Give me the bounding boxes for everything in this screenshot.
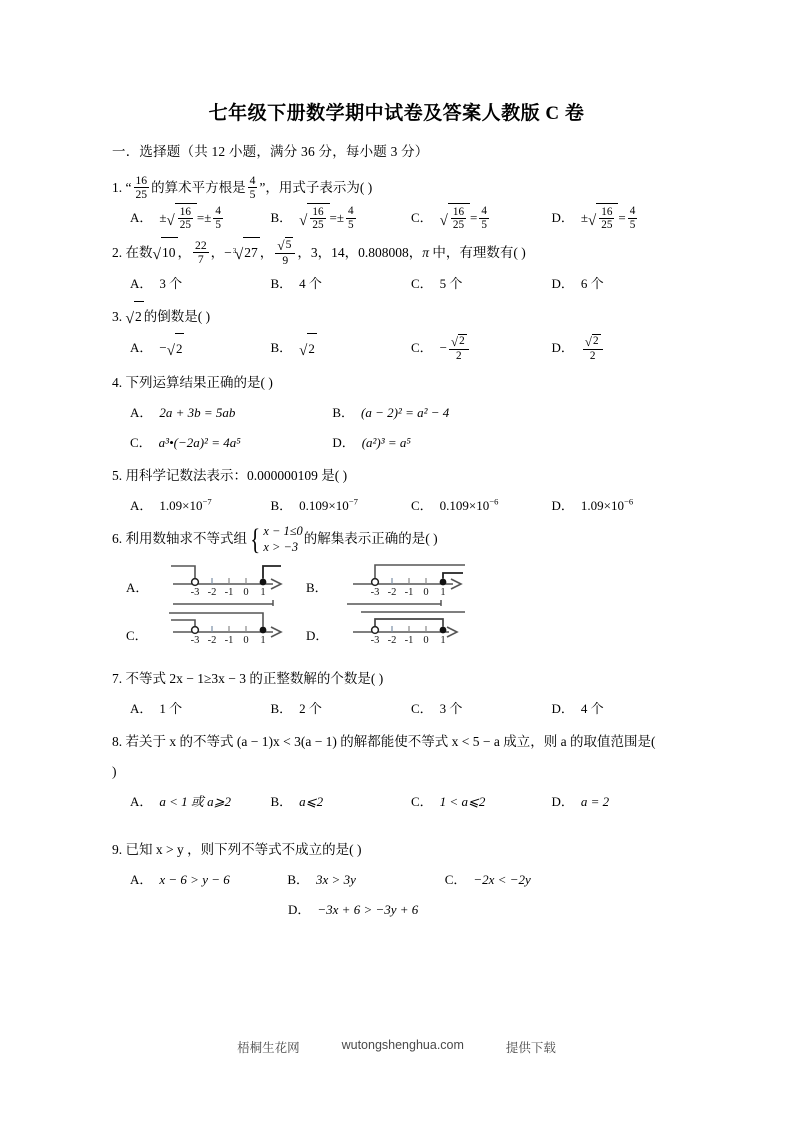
q5-option-c[interactable]: C． $0.109\times 10^{-6}$ — [411, 496, 499, 513]
question-8-stem-cont: ) — [112, 763, 117, 779]
q7-number: 7. — [112, 670, 123, 686]
q5-number: 5. — [112, 467, 123, 483]
q5-option-b[interactable]: B． $0.109\times 10^{-7}$ — [270, 496, 358, 513]
svg-text:-3: -3 — [191, 586, 200, 598]
radical-icon: √2 — [451, 335, 465, 350]
q1-option-c[interactable]: C． √ $\frac{16}{25}$ = $\frac{4}{5}$ — [411, 203, 552, 235]
q3-option-c[interactable]: C． − $\frac{√2}{2}$ — [411, 333, 552, 365]
q6-option-b-label: B． — [306, 579, 328, 595]
question-5-options — [112, 491, 692, 521]
number-line-c — [153, 608, 293, 656]
question-6-stem: 6. 利用数轴求不等式组 { x − 1≤0 x > −3 的解集表示正确的是( ) — [112, 523, 438, 556]
svg-text:0: 0 — [423, 586, 429, 598]
q2-option-d[interactable]: D． 6 个 — [551, 275, 604, 291]
question-7-options — [112, 694, 692, 724]
q6-option-c-label: C． — [126, 627, 148, 643]
q4-option-c[interactable]: C． a³•(−2a)² = 4a⁵ — [130, 434, 241, 450]
q4-option-b[interactable]: B． (a − 2)² = a² − 4 — [332, 404, 450, 420]
question-9 — [112, 835, 692, 925]
q8-option-c[interactable]: C． 1 < a⩽2 — [411, 793, 486, 809]
radical-icon: √ $\frac{16}{25}$ — [299, 204, 329, 235]
diagram-row-2 — [126, 608, 692, 656]
number-line-d — [333, 608, 473, 656]
cube-root-icon: 3 √27 — [232, 238, 260, 269]
q6-option-d[interactable] — [306, 608, 486, 656]
svg-text:-1: -1 — [224, 634, 234, 646]
exam-body — [112, 140, 692, 928]
q6-option-a-label: A． — [126, 579, 149, 595]
q6-option-d-label: D． — [306, 627, 329, 643]
q4-option-a[interactable]: A． 2a + 3b = 5ab — [130, 404, 236, 420]
q7-option-a[interactable]: A． 1 个 — [130, 700, 183, 716]
svg-text:-2: -2 — [387, 586, 397, 598]
radical-icon: √ $\frac{16}{25}$ — [588, 204, 618, 235]
q5-option-a[interactable]: A． $1.09\times 10^{-7}$ — [130, 496, 212, 513]
svg-text:1: 1 — [440, 586, 446, 598]
question-3-stem: 3. √2 的倒数是( ) — [112, 302, 692, 333]
question-4-options-row1 — [112, 398, 692, 428]
question-1-options — [112, 203, 692, 235]
q8-option-d[interactable]: D． a = 2 — [551, 793, 610, 809]
q3-option-b[interactable]: B． √2 — [271, 333, 412, 365]
q6-option-c[interactable] — [126, 608, 306, 656]
question-9-options-row2 — [112, 895, 692, 925]
question-4-options-row2 — [112, 428, 692, 458]
question-5-stem: 5. 用科学记数法表示：0.000000109 是( ) — [112, 467, 348, 483]
question-8-stem: 8. 若关于 x 的不等式 (a − 1)x < 3(a − 1) 的解都能使不等式 x < 5 − a 成立，则 a 的取值范围是( — [112, 733, 656, 749]
question-8 — [112, 727, 692, 817]
footer-note: 提供下载 — [505, 1041, 556, 1055]
q2-number: 2. — [112, 244, 123, 260]
svg-text:-3: -3 — [370, 586, 380, 598]
q4-number: 4. — [112, 374, 123, 390]
q9-option-b[interactable]: B． 3x > 3y — [287, 871, 356, 887]
question-1-stem — [112, 173, 692, 203]
q2-option-c[interactable]: C． 5 个 — [411, 275, 463, 291]
question-4 — [112, 368, 692, 458]
q1-fraction-4-5: $\frac{4}{5}$ — [249, 174, 256, 202]
svg-text:1: 1 — [260, 634, 266, 646]
radical-icon: √2 — [584, 335, 599, 350]
q1-option-b[interactable]: B． √ $\frac{16}{25}$ =± $\frac{4}{5}$ — [271, 203, 412, 235]
question-7 — [112, 664, 692, 724]
question-7-stem: 7. 不等式 2x − 1≥3x − 3 的正整数解的个数是( ) — [112, 670, 384, 686]
q1-option-a[interactable]: A． ±√ $\frac{16}{25}$ =± $\frac{4}{5}$ — [130, 203, 271, 235]
diagram-row-1 — [126, 560, 692, 608]
q3-option-d[interactable]: D． $\frac{√2}{2}$ — [552, 333, 693, 365]
question-5 — [112, 461, 692, 521]
section-heading: 一．选择题（共 12 小题，满分 36 分，每小题 3 分） — [112, 144, 429, 159]
q8-option-a[interactable]: A． a < 1 或 a⩾2 — [130, 793, 232, 809]
number-line-a — [153, 560, 293, 608]
q1-fraction-16-25: $\frac{16}{25}$ — [135, 174, 148, 202]
q7-option-d[interactable]: D． 4 个 — [551, 700, 604, 716]
question-2-stem: 2. 在数√10 ， $\frac{22}{7}$ ，− 3 √27 ， $\frac{√5}{9}$ ，3，14，0.808008，π 中，有理数有( ) — [112, 238, 692, 269]
q2-fraction-sqrt5-9: $\frac{√5}{9}$ — [275, 238, 295, 267]
svg-text:-2: -2 — [207, 634, 217, 646]
question-6 — [112, 524, 692, 656]
radical-icon: √2 — [299, 334, 317, 365]
q1-stem-suffix: ”，用式子表示为( ) — [259, 180, 373, 195]
radical-icon: √2 — [126, 302, 144, 333]
q6-option-b[interactable] — [306, 560, 486, 608]
question-9-stem: 9. 已知 x > y ，则下列不等式不成立的是( ) — [112, 841, 362, 857]
q1-stem-mid: 的算术平方根是 — [151, 180, 246, 195]
svg-text:0: 0 — [243, 586, 250, 598]
q1-number: 1. — [112, 180, 123, 195]
question-3-options — [112, 333, 692, 365]
q2-option-b[interactable]: B． 4 个 — [270, 275, 322, 291]
q6-number: 6. — [112, 530, 123, 546]
question-9-options-row1 — [112, 865, 692, 895]
q8-option-b[interactable]: B． a⩽2 — [270, 793, 324, 809]
q7-option-b[interactable]: B． 2 个 — [270, 700, 322, 716]
svg-text:0: 0 — [243, 634, 249, 646]
svg-text:-2: -2 — [388, 634, 397, 646]
q3-number: 3. — [112, 308, 123, 324]
q2-option-a[interactable]: A． 3 个 — [130, 275, 183, 291]
radical-icon: √2 — [167, 334, 185, 365]
radical-icon: √ $\frac{16}{25}$ — [167, 204, 197, 235]
q1-option-d[interactable]: D． ±√ $\frac{16}{25}$ = $\frac{4}{5}$ — [552, 203, 693, 235]
footer — [0, 1038, 793, 1056]
question-8-options — [112, 787, 692, 817]
q5-option-d[interactable]: D． $1.09\times 10^{-6}$ — [551, 496, 634, 513]
question-2 — [112, 238, 692, 299]
svg-text:-1: -1 — [404, 586, 414, 598]
footer-site-name: 梧桐生花网 — [237, 1041, 300, 1055]
svg-text:0: 0 — [423, 634, 430, 646]
question-6-diagram-options — [112, 560, 692, 656]
q2-fraction-22-7: $\frac{22}{7}$ — [195, 238, 207, 266]
radical-icon: √ $\frac{16}{25}$ — [440, 204, 470, 235]
q9-option-a[interactable]: A． x − 6 > y − 6 — [130, 871, 230, 887]
q4-option-d[interactable]: D． (a²)³ = a⁵ — [332, 434, 411, 450]
question-3 — [112, 302, 692, 365]
radical-icon: √10 — [153, 238, 178, 269]
q9-number: 9. — [112, 841, 123, 857]
question-4-stem: 4. 下列运算结果正确的是( ) — [112, 374, 273, 390]
number-line-b — [333, 560, 473, 608]
question-2-options — [112, 269, 692, 299]
q9-option-c[interactable]: C． −2x < −2y — [444, 871, 531, 887]
svg-text:-3: -3 — [371, 634, 380, 646]
svg-text:-2: -2 — [208, 586, 217, 598]
svg-text:-3: -3 — [190, 634, 200, 646]
page-title: 七年级下册数学期中试卷及答案人教版 C 卷 — [208, 103, 585, 124]
footer-url: wutongshenghua.com — [341, 1038, 464, 1052]
question-1 — [112, 173, 692, 235]
svg-text:1: 1 — [260, 586, 267, 598]
q8-number: 8. — [112, 733, 123, 749]
q6-option-a[interactable] — [126, 560, 306, 608]
svg-text:-1: -1 — [225, 586, 234, 598]
radical-icon: √5 — [277, 237, 292, 253]
inequality-system: { x − 1≤0 x > −3 — [250, 523, 303, 556]
q7-option-c[interactable]: C． 3 个 — [411, 700, 463, 716]
q1-quote-open: “ — [125, 180, 132, 195]
svg-text:1: 1 — [440, 634, 447, 646]
svg-text:-1: -1 — [405, 634, 414, 646]
q3-option-a[interactable]: A． −√2 — [130, 333, 271, 365]
q9-option-d[interactable]: D． −3x + 6 > −3y + 6 — [288, 901, 419, 917]
